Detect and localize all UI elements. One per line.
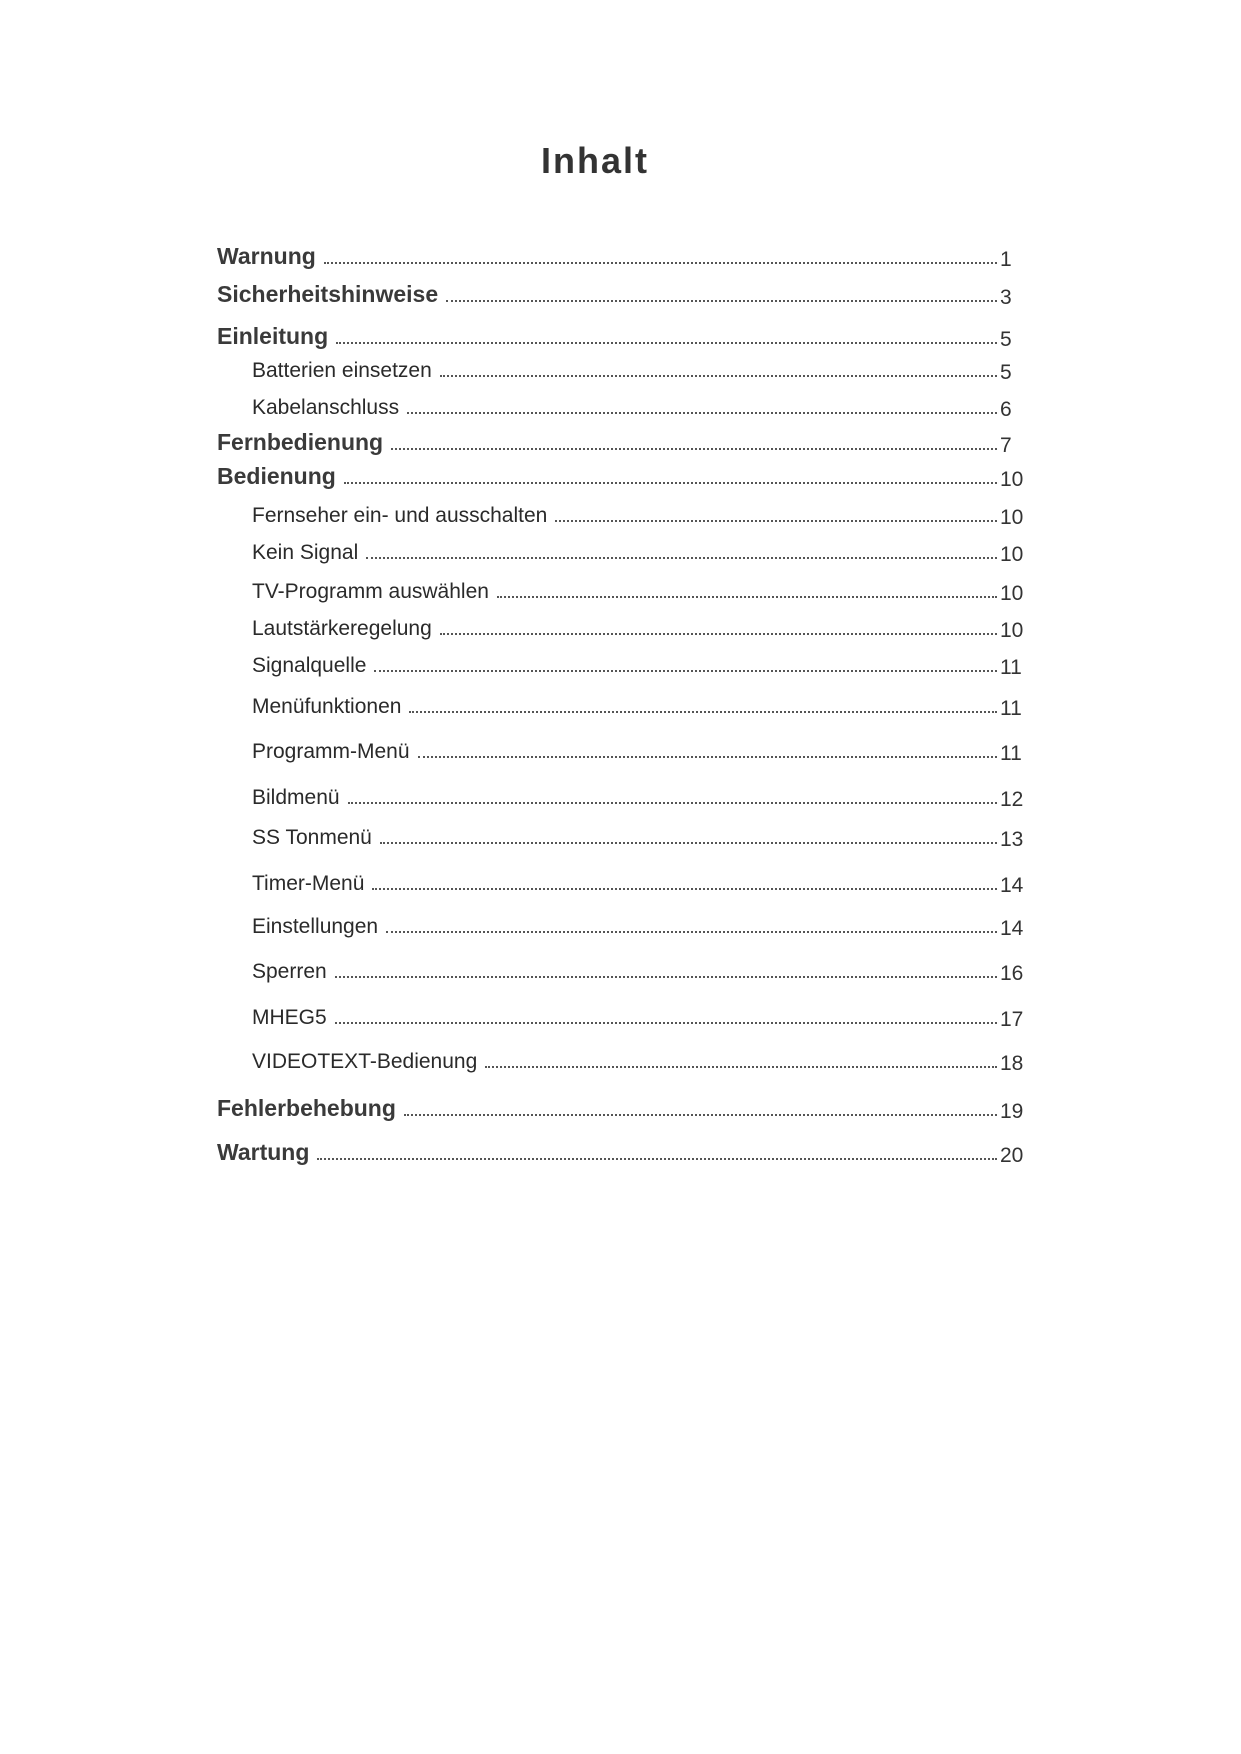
toc-entry-label: Batterien einsetzen — [252, 359, 436, 383]
toc-entry-page-number: 1 — [1000, 248, 1012, 271]
toc-entry-page-number: 14 — [1000, 874, 1024, 897]
toc-entry-page-number: 11 — [1000, 742, 1022, 765]
toc-entry[interactable] — [0, 424, 1241, 460]
toc-entry[interactable] — [0, 533, 1241, 569]
toc-entry-page-number: 5 — [1000, 328, 1012, 351]
toc-entry-label: Einleitung — [217, 323, 332, 350]
toc-entry-label: Bildmenü — [252, 786, 344, 810]
toc-dot-leader — [374, 670, 997, 672]
toc-dot-leader — [418, 756, 997, 758]
toc-entry-page-number: 6 — [1000, 398, 1012, 421]
toc-dot-leader — [409, 711, 997, 713]
toc-entry-label: TV-Programm auswählen — [252, 580, 493, 604]
toc-dot-leader — [336, 342, 997, 344]
toc-entry-page-number: 12 — [1000, 788, 1024, 811]
toc-dot-leader — [335, 976, 997, 978]
toc-entry[interactable] — [0, 687, 1241, 723]
toc-entry-page-number: 17 — [1000, 1008, 1024, 1031]
toc-entry-page-number: 11 — [1000, 656, 1022, 679]
toc-entry[interactable] — [0, 276, 1241, 312]
toc-dot-leader — [348, 802, 997, 804]
toc-entry-label: SS Tonmenü — [252, 826, 376, 850]
toc-dot-leader — [440, 375, 997, 377]
toc-entry[interactable] — [0, 907, 1241, 943]
toc-dot-leader — [366, 557, 997, 559]
toc-entry[interactable] — [0, 496, 1241, 532]
toc-entry-label: Menüfunktionen — [252, 695, 405, 719]
toc-dot-leader — [407, 412, 997, 414]
toc-dot-leader — [386, 931, 997, 933]
toc-dot-leader — [485, 1066, 997, 1068]
toc-entry-page-number: 13 — [1000, 828, 1024, 851]
toc-dot-leader — [380, 842, 997, 844]
toc-dot-leader — [391, 448, 997, 450]
toc-dot-leader — [344, 482, 997, 484]
page-title: Inhalt — [541, 140, 649, 181]
toc-entry-label: Fernbedienung — [217, 429, 387, 456]
toc-entry-page-number: 20 — [1000, 1144, 1024, 1167]
toc-entry-page-number: 10 — [1000, 582, 1024, 605]
toc-entry-page-number: 18 — [1000, 1052, 1024, 1075]
toc-entry-label: Sicherheitshinweise — [217, 281, 442, 308]
toc-entry-label: Programm-Menü — [252, 740, 414, 764]
toc-entry-label: Kabelanschluss — [252, 396, 403, 420]
toc-entry[interactable] — [0, 1134, 1241, 1170]
toc-entry-label: Wartung — [217, 1139, 313, 1166]
toc-entry-label: Warnung — [217, 243, 320, 270]
toc-dot-leader — [404, 1114, 997, 1116]
toc-entry-label: Einstellungen — [252, 915, 382, 939]
toc-entry-label: Fehlerbehebung — [217, 1095, 400, 1122]
toc-entry[interactable] — [0, 609, 1241, 645]
toc-dot-leader — [324, 262, 997, 264]
toc-entry[interactable] — [0, 458, 1241, 494]
toc-entry-label: Bedienung — [217, 463, 340, 490]
toc-entry[interactable] — [0, 1042, 1241, 1078]
toc-dot-leader — [372, 888, 997, 890]
toc-entry-page-number: 14 — [1000, 917, 1024, 940]
toc-entry-label: MHEG5 — [252, 1006, 331, 1030]
toc-entry[interactable] — [0, 778, 1241, 814]
toc-dot-leader — [317, 1158, 997, 1160]
toc-dot-leader — [335, 1022, 997, 1024]
toc-entry-page-number: 5 — [1000, 361, 1012, 384]
toc-entry-page-number: 10 — [1000, 619, 1024, 642]
toc-entry-page-number: 10 — [1000, 506, 1024, 529]
toc-entry[interactable] — [0, 318, 1241, 354]
toc-dot-leader — [555, 520, 997, 522]
toc-entry[interactable] — [0, 818, 1241, 854]
toc-entry-page-number: 3 — [1000, 286, 1012, 309]
toc-entry-label: Lautstärkeregelung — [252, 617, 436, 641]
toc-entry-label: Kein Signal — [252, 541, 362, 565]
toc-dot-leader — [497, 596, 997, 598]
toc-dot-leader — [446, 300, 997, 302]
toc-entry[interactable] — [0, 1090, 1241, 1126]
toc-entry-page-number: 16 — [1000, 962, 1024, 985]
toc-entry[interactable] — [0, 238, 1241, 274]
toc-entry[interactable] — [0, 646, 1241, 682]
toc-entry-label: Sperren — [252, 960, 331, 984]
toc-entry[interactable] — [0, 952, 1241, 988]
toc-entry-label: Fernseher ein- und ausschalten — [252, 504, 551, 528]
toc-entry-page-number: 19 — [1000, 1100, 1024, 1123]
toc-entry-page-number: 10 — [1000, 468, 1024, 491]
toc-entry-label: Signalquelle — [252, 654, 370, 678]
toc-entry-page-number: 7 — [1000, 434, 1012, 457]
toc-dot-leader — [440, 633, 997, 635]
toc-entry[interactable] — [0, 572, 1241, 608]
toc-entry[interactable] — [0, 732, 1241, 768]
toc-entry[interactable] — [0, 351, 1241, 387]
toc-entry[interactable] — [0, 998, 1241, 1034]
toc-entry-page-number: 10 — [1000, 543, 1024, 566]
toc-entry-page-number: 11 — [1000, 697, 1022, 720]
toc-entry[interactable] — [0, 388, 1241, 424]
toc-entry[interactable] — [0, 864, 1241, 900]
toc-entry-label: VIDEOTEXT-Bedienung — [252, 1050, 481, 1074]
toc-entry-label: Timer-Menü — [252, 872, 368, 896]
